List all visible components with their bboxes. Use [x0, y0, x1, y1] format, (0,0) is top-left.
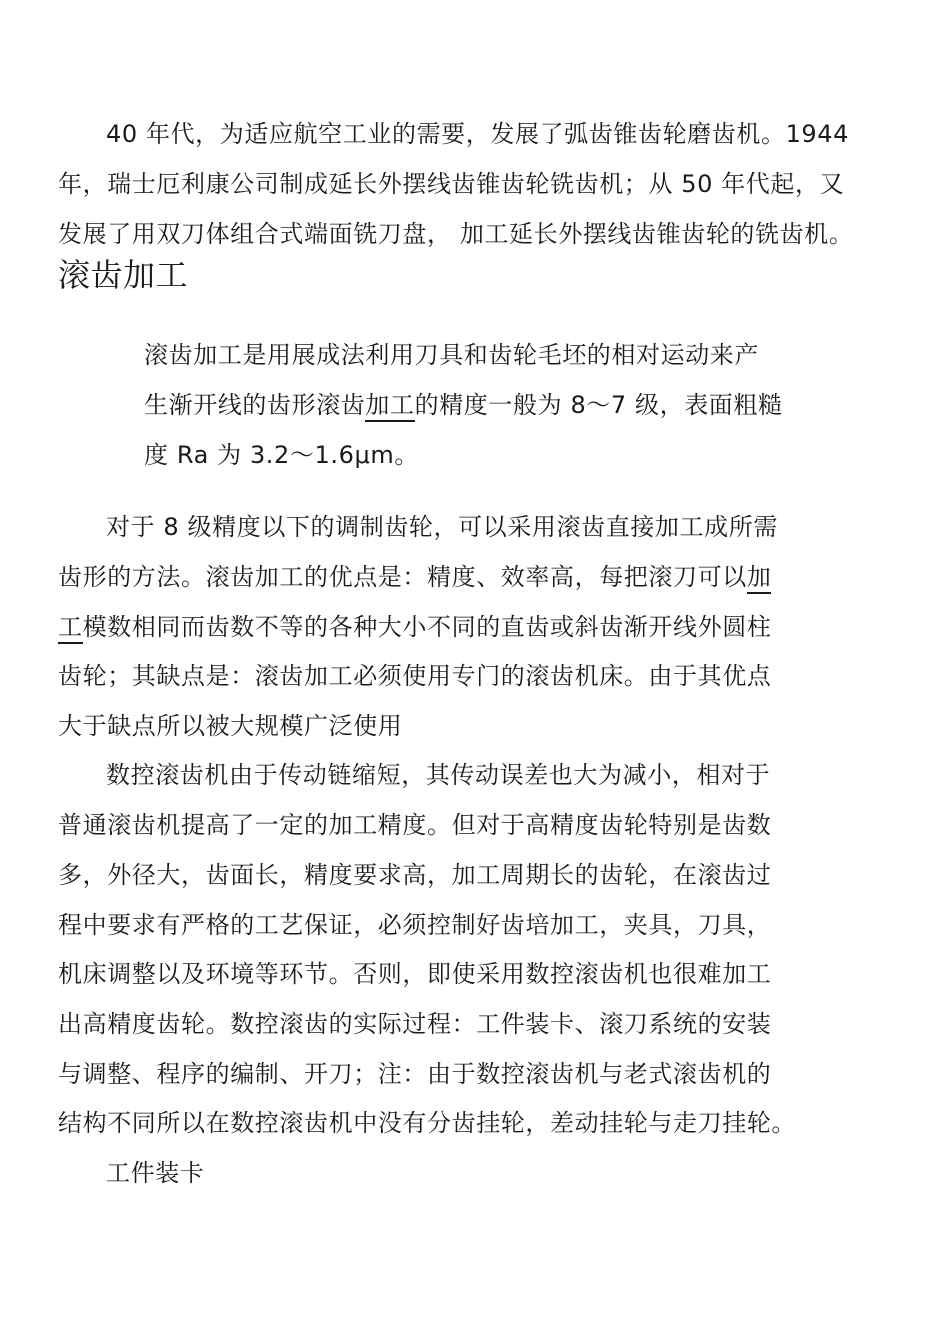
paragraph-3-line-6: 出高精度齿轮。数控滚齿的实际过程：工件装卡、滚刀系统的安装	[58, 1010, 772, 1038]
section-heading: 滚齿加工	[58, 256, 189, 294]
paragraph-3-line-3: 多，外径大，齿面长，精度要求高，加工周期长的齿轮，在滚齿过	[58, 861, 772, 889]
paragraph-1-line-2: 年，瑞士厄利康公司制成延长外摆线齿锥齿轮铣齿机；从 50 年代起，又	[58, 170, 845, 198]
underlined-text: 工	[58, 613, 83, 644]
indented-line-3: 度 Ra 为 3.2～1.6μm。	[144, 441, 419, 469]
paragraph-2-line-3	[58, 612, 771, 642]
paragraph-3-line-2: 普通滚齿机提高了一定的加工精度。但对于高精度齿轮特别是齿数	[58, 811, 772, 839]
paragraph-2-line-2-text: 齿形的方法。滚齿加工的优点是：精度、效率高，每把滚刀可以	[58, 563, 747, 591]
indented-line-2	[144, 390, 783, 420]
paragraph-3-line-7: 与调整、程序的编制、开刀；注：由于数控滚齿机与老式滚齿机的	[58, 1060, 772, 1088]
paragraph-2-line-2	[58, 562, 771, 592]
paragraph-3-line-8: 结构不同所以在数控滚齿机中没有分齿挂轮，差动挂轮与走刀挂轮。	[58, 1109, 796, 1137]
indented-line-1: 滚齿加工是用展成法利用刀具和齿轮毛坯的相对运动来产	[144, 341, 759, 369]
paragraph-3-line-5: 机床调整以及环境等环节。否则，即使采用数控滚齿机也很难加工	[58, 960, 772, 988]
indented-line-2-text-a: 生渐开线的齿形滚齿	[144, 391, 366, 419]
paragraph-3-line-4: 程中要求有严格的工艺保证，必须控制好齿培加工，夹具，刀具，	[58, 911, 772, 939]
paragraph-3-line-1: 数控滚齿机由于传动链缩短，其传动误差也大为减小，相对于	[106, 761, 771, 789]
underlined-text: 加工	[365, 391, 414, 422]
paragraph-1-line-3: 发展了用双刀体组合式端面铣刀盘， 加工延长外摆线齿锥齿轮的铣齿机。	[58, 220, 854, 248]
paragraph-2-line-4: 齿轮；其缺点是：滚齿加工必须使用专门的滚齿机床。由于其优点	[58, 662, 772, 690]
paragraph-2-line-3-text: 模数相同而齿数不等的各种大小不同的直齿或斜齿渐开线外圆柱	[82, 613, 772, 641]
paragraph-2-line-1: 对于 8 级精度以下的调制齿轮，可以采用滚齿直接加工成所需	[106, 513, 778, 541]
paragraph-1-line-1: 40 年代，为适应航空工业的需要，发展了弧齿锥齿轮磨齿机。1944	[106, 120, 850, 148]
subheading: 工件装卡	[106, 1159, 205, 1187]
paragraph-2-line-5: 大于缺点所以被大规模广泛使用	[58, 712, 403, 740]
underlined-text: 加	[747, 563, 772, 594]
indented-line-2-text-b: 的精度一般为 8～7 级，表面粗糙	[414, 391, 783, 419]
